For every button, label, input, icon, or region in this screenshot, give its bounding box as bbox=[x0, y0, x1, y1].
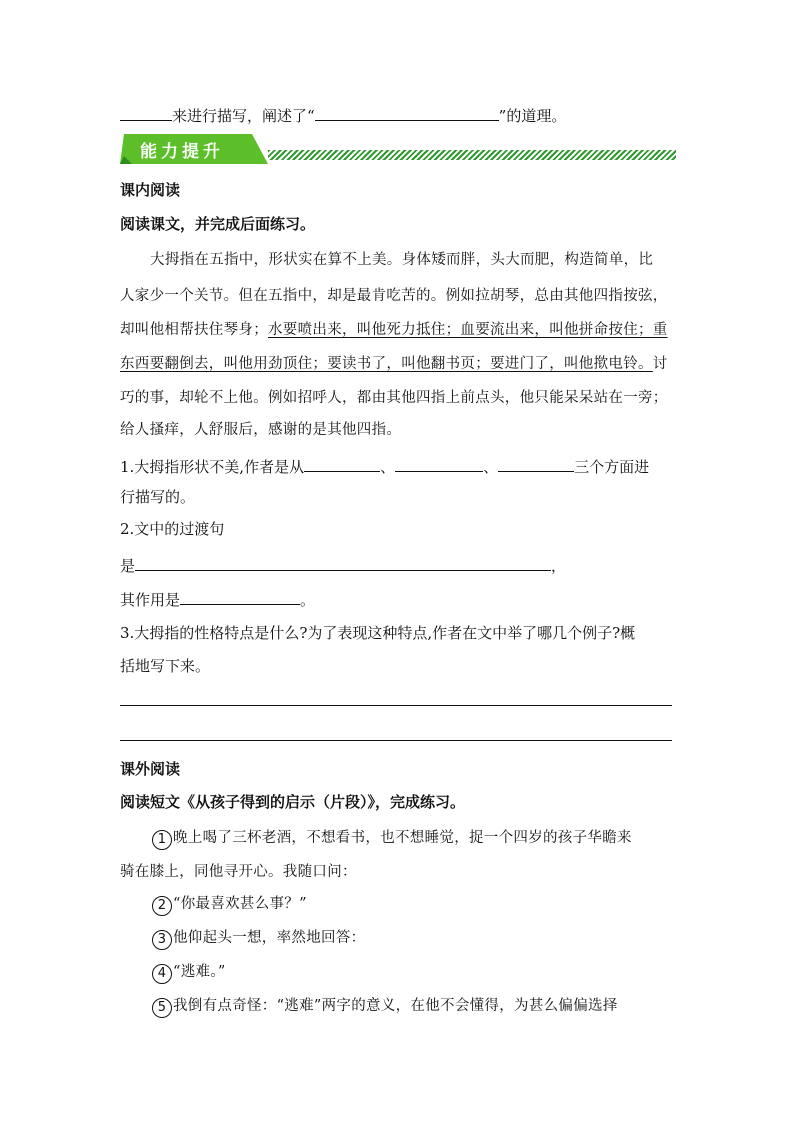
fill-blank[interactable] bbox=[395, 455, 483, 472]
section-banner bbox=[120, 134, 676, 164]
fill-blank[interactable] bbox=[498, 455, 574, 472]
paragraph-1: 1 晚上喝了三杯老酒，不想看书，也不想睡觉，捉一个四岁的孩子华瞻来 bbox=[152, 828, 632, 850]
answer-line[interactable] bbox=[120, 705, 672, 706]
passage-line: 人家少一个关节。但在五指中，却是最肯吃苦的。例如拉胡琴，总由其他四指按弦， bbox=[120, 288, 668, 304]
underlined-text: 水要喷出来，叫他死力抵住；血要流出来，叫他拼命按住；重 bbox=[268, 322, 668, 338]
question-2-answer: 是 ， bbox=[120, 554, 566, 576]
paragraph-number: 2 bbox=[152, 896, 172, 916]
underlined-text: 东西要翻倒去，叫他用劲顶住；要读书了，叫他翻书页；要进门了，叫他揿电铃。 bbox=[120, 356, 653, 372]
question-2-effect: 其作用是 。 bbox=[120, 588, 315, 610]
question-2: 2.文中的过渡句 bbox=[120, 520, 225, 538]
passage-line: 东西要翻倒去，叫他用劲顶住；要读书了，叫他翻书页；要进门了，叫他揿电铃。讨 bbox=[120, 356, 668, 372]
passage-line: 却叫他相帮扶住琴身；水要喷出来，叫他死力抵住；血要流出来，叫他拼命按住；重 bbox=[120, 322, 668, 338]
question-3-continued: 括地写下来。 bbox=[120, 657, 211, 675]
paragraph-4: 4 “逃难。” bbox=[152, 962, 226, 984]
question-1: 1.大拇指形状不美,作者是从 、 、 三个方面进 bbox=[120, 455, 649, 477]
paragraph-number: 5 bbox=[152, 998, 172, 1018]
paragraph-number: 1 bbox=[152, 830, 172, 850]
question-fragment: 来进行描写，阐述了“ ”的道理。 bbox=[120, 104, 566, 126]
passage-line: 大拇指在五指中，形状实在算不上美。身体矮而胖，头大而肥，构造简单，比 bbox=[150, 252, 654, 268]
instruction-text: 阅读短文《从孩子得到的启示（片段）》，完成练习。 bbox=[120, 793, 466, 811]
paragraph-2: 2 “你最喜欢甚么事？” bbox=[152, 894, 307, 916]
passage-line: 给人搔痒，人舒服后，感谢的是其他四指。 bbox=[120, 422, 402, 438]
paragraph-5: 5 我倒有点奇怪：“逃难”两字的意义，在他不会懂得，为甚么偏偏选择 bbox=[152, 996, 618, 1018]
banner-stripes bbox=[268, 150, 676, 160]
question-1-continued: 行描写的。 bbox=[120, 488, 196, 506]
paragraph-number: 4 bbox=[152, 964, 172, 984]
paragraph-3: 3 他仰起头一想，率然地回答： bbox=[152, 928, 365, 950]
section-heading: 课外阅读 bbox=[120, 760, 181, 778]
instruction-text: 阅读课文，并完成后面练习。 bbox=[120, 215, 316, 233]
fill-blank[interactable] bbox=[315, 104, 499, 121]
fill-blank[interactable] bbox=[120, 104, 172, 121]
answer-line[interactable] bbox=[120, 740, 672, 741]
question-3: 3.大拇指的性格特点是什么?为了表现这种特点,作者在文中举了哪几个例子?概 bbox=[120, 624, 636, 642]
fill-blank[interactable] bbox=[180, 588, 300, 605]
section-heading: 课内阅读 bbox=[120, 181, 181, 199]
paragraph-1-continued: 骑在膝上，同他寻开心。我随口问： bbox=[120, 864, 357, 880]
banner-title: 能力提升 bbox=[140, 142, 224, 162]
passage-line: 巧的事，却轮不上他。例如招呼人，都由其他四指上前点头，他只能呆呆站在一旁； bbox=[120, 390, 668, 406]
fill-blank[interactable] bbox=[304, 455, 380, 472]
fill-blank[interactable] bbox=[135, 554, 551, 571]
paragraph-number: 3 bbox=[152, 930, 172, 950]
